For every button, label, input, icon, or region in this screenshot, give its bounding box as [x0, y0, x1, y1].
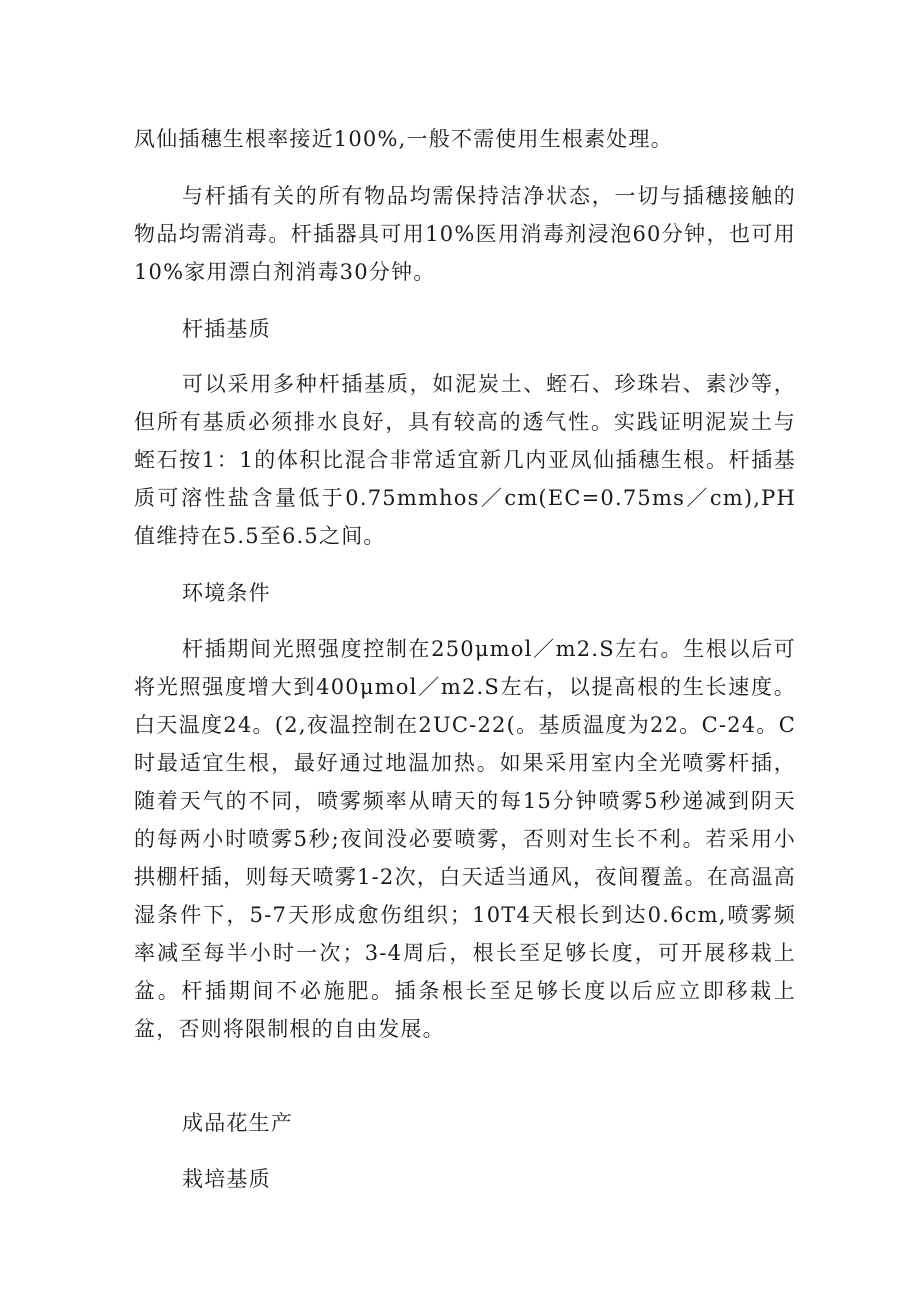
heading-cutting-substrate: 杆插基质: [182, 317, 271, 341]
paragraph-rooting-rate: 凤仙插穗生根率接近100%,一般不需使用生根素处理。: [134, 127, 673, 151]
paragraph-substrate: 可以采用多种杆插基质，如泥炭土、蛭石、珍珠岩、素沙等，但所有基质必须排水良好，具有较高的透气性。实践证明泥炭土与蛭石按1：1的体积比混合非常适宜新几内亚凤仙插穗生根。杆插基质可溶性盐含量低于0.75mmhos／cm(EC=0.75ms／cm),PH值维持在5.5至6.5之间。: [134, 372, 796, 548]
heading-environment: 环境条件: [182, 581, 271, 605]
paragraph-environment: 杆插期间光照强度控制在250μmol／m2.S左右。生根以后可将光照强度增大到400μmol／m2.S左右，以提高根的生长速度。白天温度24。(2,夜温控制在2UC-22(。基质温度为22。C-24。C时最适宜生根，最好通过地温加热。如果采用室内全光喷雾杆插，随着天气的不同，喷雾频率从晴天的每15分钟喷雾5秒递减到阴天的每两小时喷雾5秒;夜间没必要喷雾，否则对生长不利。若采用小拱棚杆插，则每天喷雾1-2次，白天适当通风，夜间覆盖。在高温高湿条件下，5-7天形成愈伤组织；10T4天根长到达0.6cm,喷雾频率减至每半小时一次；3-4周后，根长至足够长度，可开展移栽上盆。杆插期间不必施肥。插条根长至足够长度以后应立即移栽上盆，否则将限制根的自由发展。: [134, 637, 796, 1041]
paragraph-disinfection: 与杆插有关的所有物品均需保持洁净状态，一切与插穗接触的物品均需消毒。杆插器具可用10%医用消毒剂浸泡60分钟，也可用10%家用漂白剂消毒30分钟。: [134, 184, 796, 284]
heading-finished-flower-production: 成品花生产: [182, 1111, 293, 1135]
heading-cultivation-substrate: 栽培基质: [182, 1167, 271, 1191]
